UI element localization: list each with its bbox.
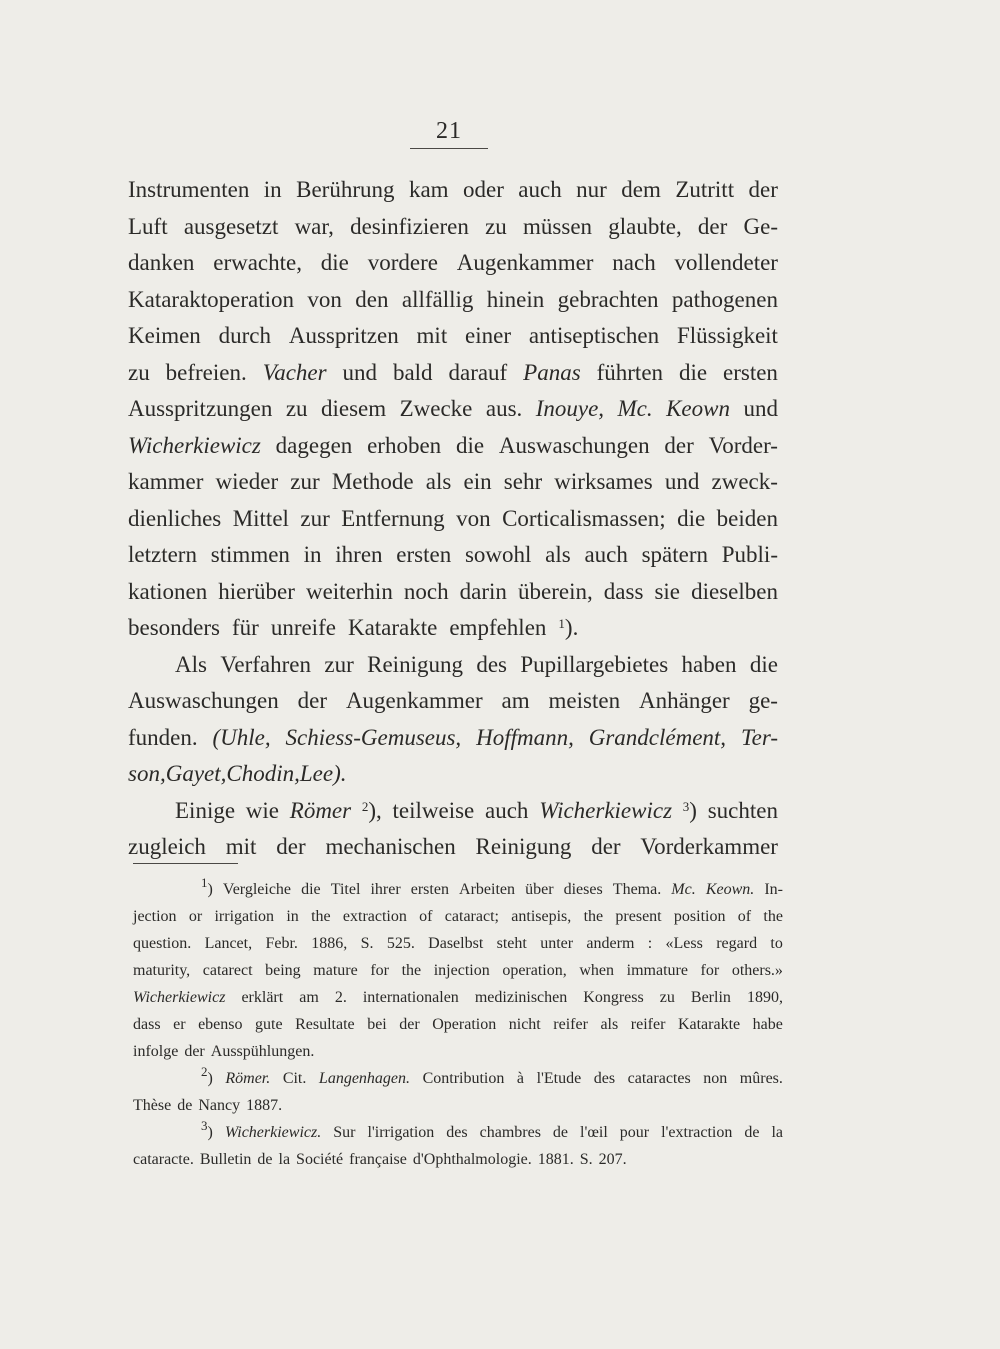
fn-line: jection or irrigation in the extraction of cataract; antisepis, the present position of the <box>133 908 783 925</box>
body-line: zu befreien. Vacher und bald darauf Panas führten die ersten <box>128 359 778 385</box>
fn-line: $^3$) Wicherkiewicz. Sur l'irrigation des chambres de l'œil pour l'extraction de la <box>201 1118 783 1141</box>
fn-line: $^2$) Römer. Cit. Langenhagen. Contribution à l'Etude des cataractes non mûres. <box>201 1064 783 1087</box>
body-line: Als Verfahren zur Reinigung des Pupillargebietes haben die <box>175 651 778 677</box>
body-line: kammer wieder zur Methode als ein sehr wirksames und zweck- <box>128 469 778 494</box>
body-line: Keimen durch Ausspritzen mit einer antiseptischen Flüssigkeit <box>128 323 778 348</box>
fn-line: Thèse de Nancy 1887. <box>133 1097 283 1114</box>
body-line: Luft ausgesetzt war, desinfizieren zu müssen glaubte, der Ge- <box>128 213 778 239</box>
body-line: dienliches Mittel zur Entfernung von Corticalismassen; die beiden <box>128 505 778 531</box>
body-line: besonders für unreife Katarakte empfehlen $^1$). <box>128 615 579 640</box>
header-rule <box>410 148 488 149</box>
body-line: Ausspritzungen zu diesem Zwecke aus. Inouye, Mc. Keown und <box>128 396 778 421</box>
page-number: 21 <box>436 118 462 144</box>
body-text <box>128 172 778 866</box>
footnotes <box>133 876 783 1173</box>
body-line: Auswaschungen der Augenkammer am meisten Anhänger ge- <box>128 688 778 713</box>
footnote-rule <box>133 863 238 864</box>
fn-line: maturity, catarect being mature for the injection operation, when immature for others.» <box>133 962 783 979</box>
body-line: Wicherkiewicz dagegen erhoben die Auswaschungen der Vorder- <box>128 432 778 458</box>
body-line: zugleich mit der mechanischen Reinigung der Vorderkammer <box>128 834 778 859</box>
body-line: letztern stimmen in ihren ersten sowohl als auch spätern Publi- <box>128 542 778 567</box>
body-line: kationen hierüber weiterhin noch darin überein, dass sie dieselben <box>128 578 778 604</box>
fn-line: $^1$) Vergleiche die Titel ihrer ersten Arbeiten über dieses Thema. Mc. Keown. In- <box>201 875 783 898</box>
fn-line: Wicherkiewicz erklärt am 2. internationalen medizinischen Kongress zu Berlin 1890, <box>133 989 783 1006</box>
fn-line: infolge der Ausspühlungen. <box>133 1043 315 1060</box>
body-line: son, Gayet, Chodin, Lee). <box>128 761 347 786</box>
body-line: Instrumenten in Berührung kam oder auch nur dem Zutritt der <box>128 177 778 202</box>
fn-line: question. Lancet, Febr. 1886, S. 525. Daselbst steht unter anderm : «Less regard to <box>133 935 783 952</box>
body-line: funden. (Uhle, Schiess-Gemuseus, Hoffmann, Grandclément, Ter- <box>128 724 778 750</box>
body-line: danken erwachte, die vordere Augenkammer nach vollendeter <box>128 250 778 275</box>
body-line: Kataraktoperation von den allfällig hinein gebrachten pathogenen <box>128 286 778 312</box>
body-line: Einige wie Römer $^2$), teilweise auch Wicherkiewicz $^3$) suchten <box>175 797 778 823</box>
fn-line: dass er ebenso gute Resultate bei der Operation nicht reifer als reifer Katarakte habe <box>133 1016 783 1033</box>
fn-line: cataracte. Bulletin de la Société française d'Ophthalmologie. 1881. S. 207. <box>133 1151 627 1168</box>
